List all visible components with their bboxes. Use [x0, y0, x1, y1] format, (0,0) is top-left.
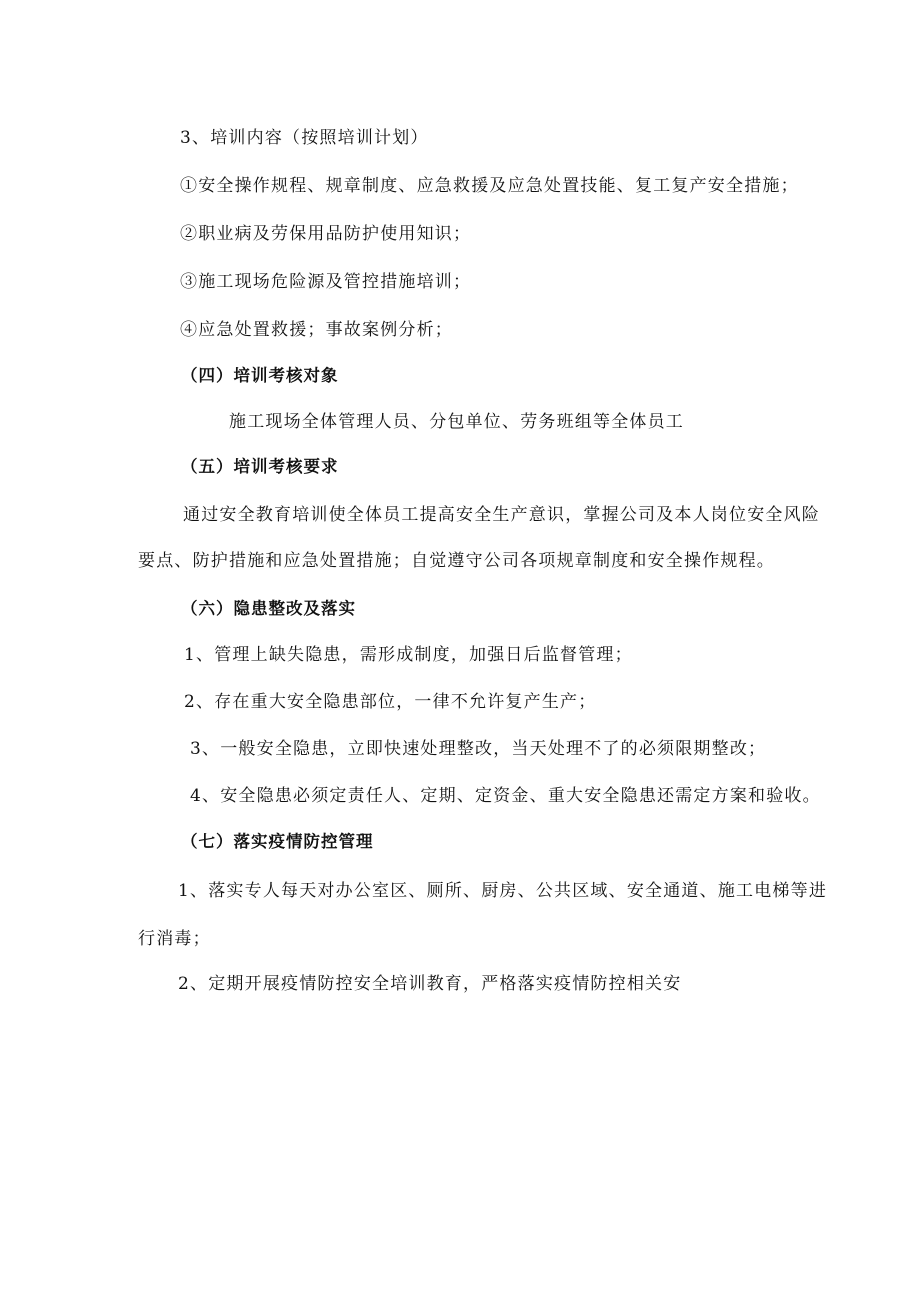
- section-5-heading: （五）培训考核要求: [181, 457, 339, 476]
- section-7-item-1-line-2: 行消毒；: [138, 929, 211, 949]
- section-6-item-2: 2、存在重大安全隐患部位，一律不允许复产生产；: [184, 692, 597, 712]
- section-7-item-1-line-1: 1、落实专人每天对办公室区、厕所、厨房、公共区域、安全通道、施工电梯等进: [178, 881, 828, 901]
- section-6-item-1: 1、管理上缺失隐患，需形成制度，加强日后监督管理；: [184, 645, 633, 665]
- content-list-item-1: ①安全操作规程、规章制度、应急救援及应急处置技能、复工复产安全措施；: [180, 176, 799, 196]
- section-7-item-2: 2、定期开展疫情防控安全培训教育，严格落实疫情防控相关安: [178, 974, 682, 994]
- section-6-item-3: 3、一般安全隐患，立即快速处理整改，当天处理不了的必须限期整改；: [190, 739, 767, 759]
- section-6-item-4: 4、安全隐患必须定责任人、定期、定资金、重大安全隐患还需定方案和验收。: [190, 786, 821, 806]
- content-list-item-2: ②职业病及劳保用品防护使用知识；: [180, 224, 472, 244]
- section-6-heading: （六）隐患整改及落实: [181, 599, 356, 618]
- section-4-body: 施工现场全体管理人员、分包单位、劳务班组等全体员工: [229, 412, 684, 432]
- section-5-body-line-2: 要点、防护措施和应急处置措施；自觉遵守公司各项规章制度和安全操作规程。: [138, 551, 775, 571]
- section-7-heading: （七）落实疫情防控管理: [181, 832, 374, 851]
- content-item-3-title: 3、培训内容（按照培训计划）: [180, 128, 429, 148]
- content-list-item-4: ④应急处置救援；事故案例分析；: [180, 320, 453, 340]
- content-list-item-3: ③施工现场危险源及管控措施培训；: [180, 272, 472, 292]
- section-4-heading: （四）培训考核对象: [181, 366, 339, 385]
- section-5-body-line-1: 通过安全教育培训使全体员工提高安全生产意识，掌握公司及本人岗位安全风险: [183, 505, 820, 525]
